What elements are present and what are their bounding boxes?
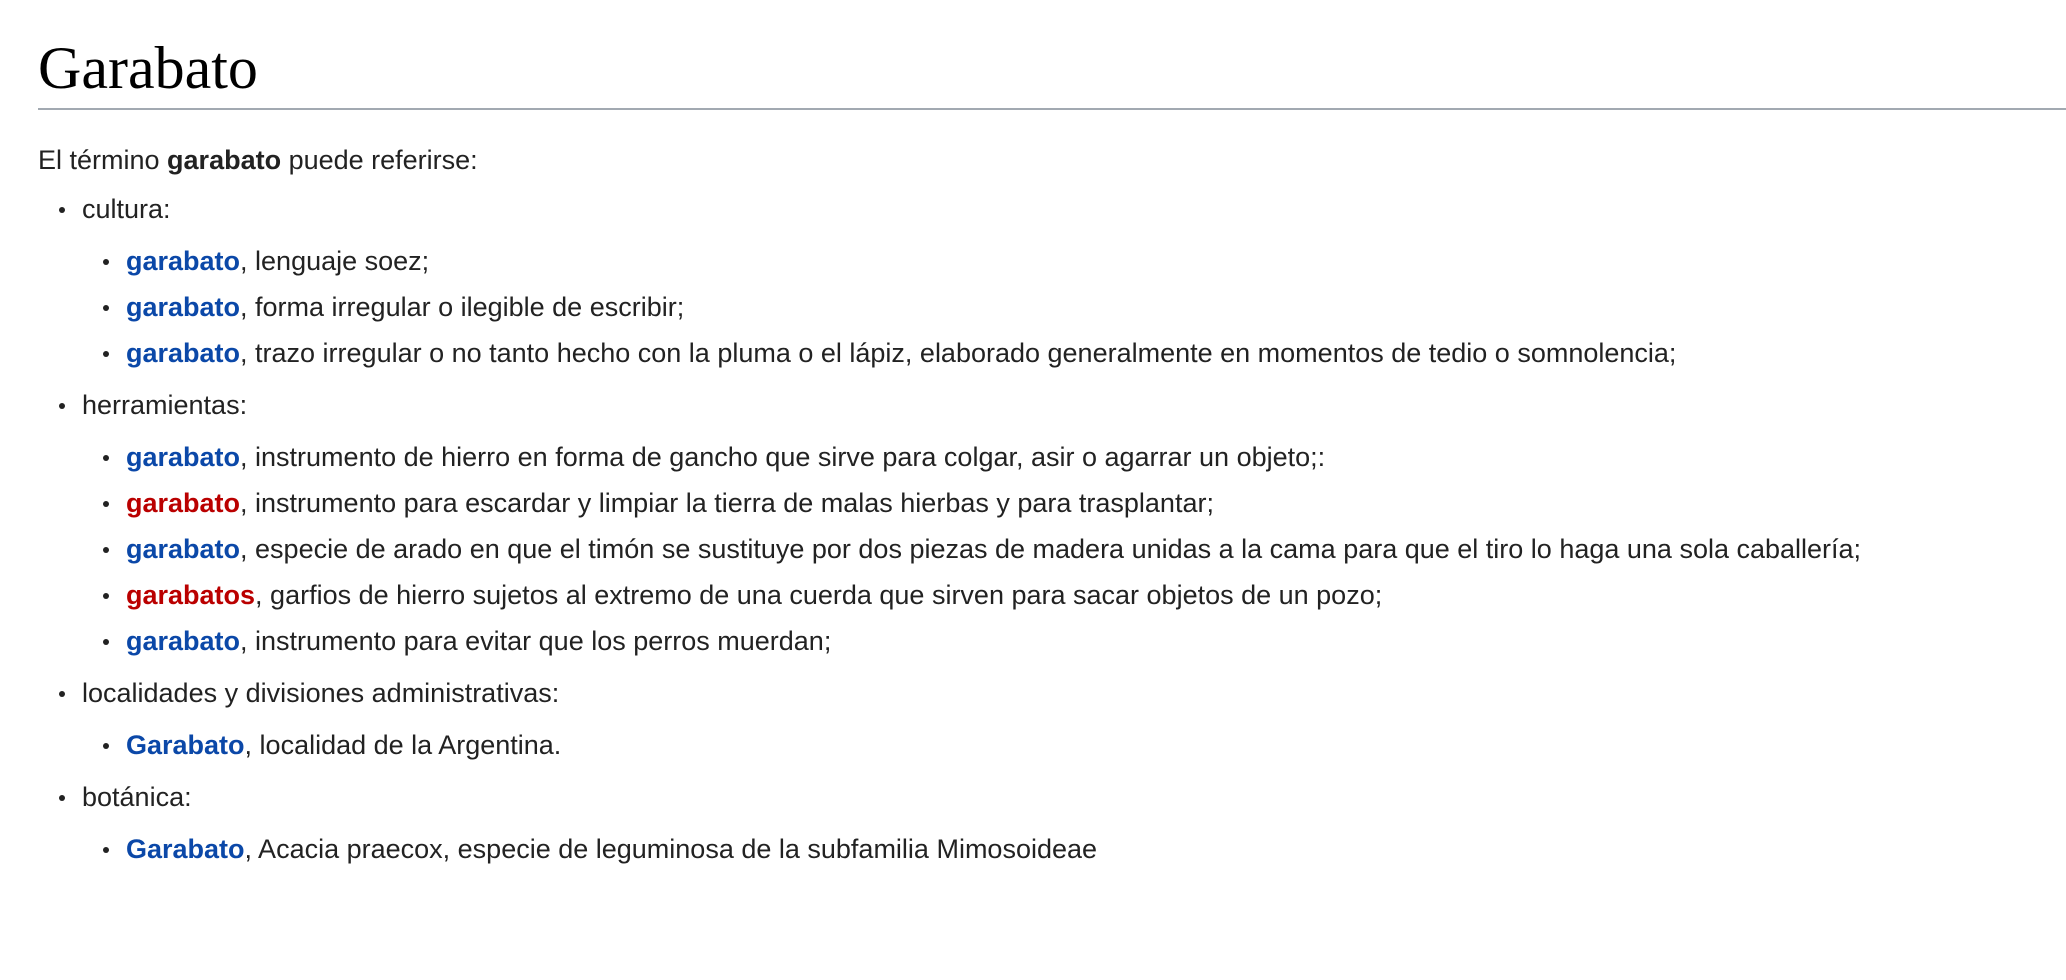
intro-term: garabato (167, 145, 282, 175)
item-description: , garfios de hierro sujetos al extremo de una cuerda que sirven para sacar objetos de un pozo; (255, 580, 1383, 610)
item-description: , instrumento de hierro en forma de gancho que sirve para colgar, asir o agarrar un objeto;: (240, 442, 1326, 472)
list-item (82, 726, 2066, 764)
intro-before: El término (38, 145, 168, 175)
item-description: , instrumento para escardar y limpiar la tierra de malas hierbas y para trasplantar; (240, 488, 1214, 518)
page-title: Garabato (38, 0, 2066, 110)
category-botanica (38, 778, 2066, 868)
category-label: localidades y divisiones administrativas: (82, 678, 560, 708)
list-item (82, 622, 2066, 660)
item-description: , localidad de la Argentina. (244, 730, 562, 760)
list-item (82, 830, 2066, 868)
garabato-link[interactable]: garabato (126, 246, 241, 276)
garabato-link[interactable]: garabato (126, 626, 241, 656)
item-description: , forma irregular o ilegible de escribir; (240, 292, 685, 322)
category-label: botánica: (82, 782, 192, 812)
list-item (82, 576, 2066, 614)
article (38, 0, 2066, 882)
item-description: , trazo irregular o no tanto hecho con la pluma o el lápiz, elaborado generalmente en momentos de tedio o somnolencia; (240, 338, 1677, 368)
list-item (82, 334, 2066, 372)
intro-paragraph (38, 141, 2066, 179)
garabato-plant-link[interactable]: Garabato (126, 834, 245, 864)
item-description: , especie de arado en que el timón se sustituye por dos piezas de madera unidas a la cama para que el tiro lo haga una sola caballería; (240, 534, 1862, 564)
category-label: herramientas: (82, 390, 248, 420)
category-localidades (38, 674, 2066, 764)
item-description: , Acacia praecox, especie de leguminosa de la subfamilia Mimosoideae (244, 834, 1098, 864)
intro-after: puede referirse: (281, 145, 478, 175)
item-description: , lenguaje soez; (240, 246, 430, 276)
list-item (82, 438, 2066, 476)
category-label: cultura: (82, 194, 171, 224)
list-item (82, 530, 2066, 568)
list-item (82, 242, 2066, 280)
sublist-localidades (82, 726, 2066, 764)
category-list (38, 190, 2066, 868)
sublist-botanica (82, 830, 2066, 868)
garabato-locality-link[interactable]: Garabato (126, 730, 245, 760)
item-description: , instrumento para evitar que los perros muerdan; (240, 626, 832, 656)
category-cultura (38, 190, 2066, 372)
garabato-link[interactable]: garabato (126, 534, 241, 564)
garabato-link[interactable]: garabato (126, 338, 241, 368)
garabato-link[interactable]: garabato (126, 442, 241, 472)
list-item (82, 484, 2066, 522)
garabato-link[interactable]: garabato (126, 292, 241, 322)
category-herramientas (38, 386, 2066, 660)
sublist-herramientas (82, 438, 2066, 660)
list-item (82, 288, 2066, 326)
garabato-new-link[interactable]: garabato (126, 488, 241, 518)
garabatos-new-link[interactable]: garabatos (126, 580, 256, 610)
sublist-cultura (82, 242, 2066, 372)
